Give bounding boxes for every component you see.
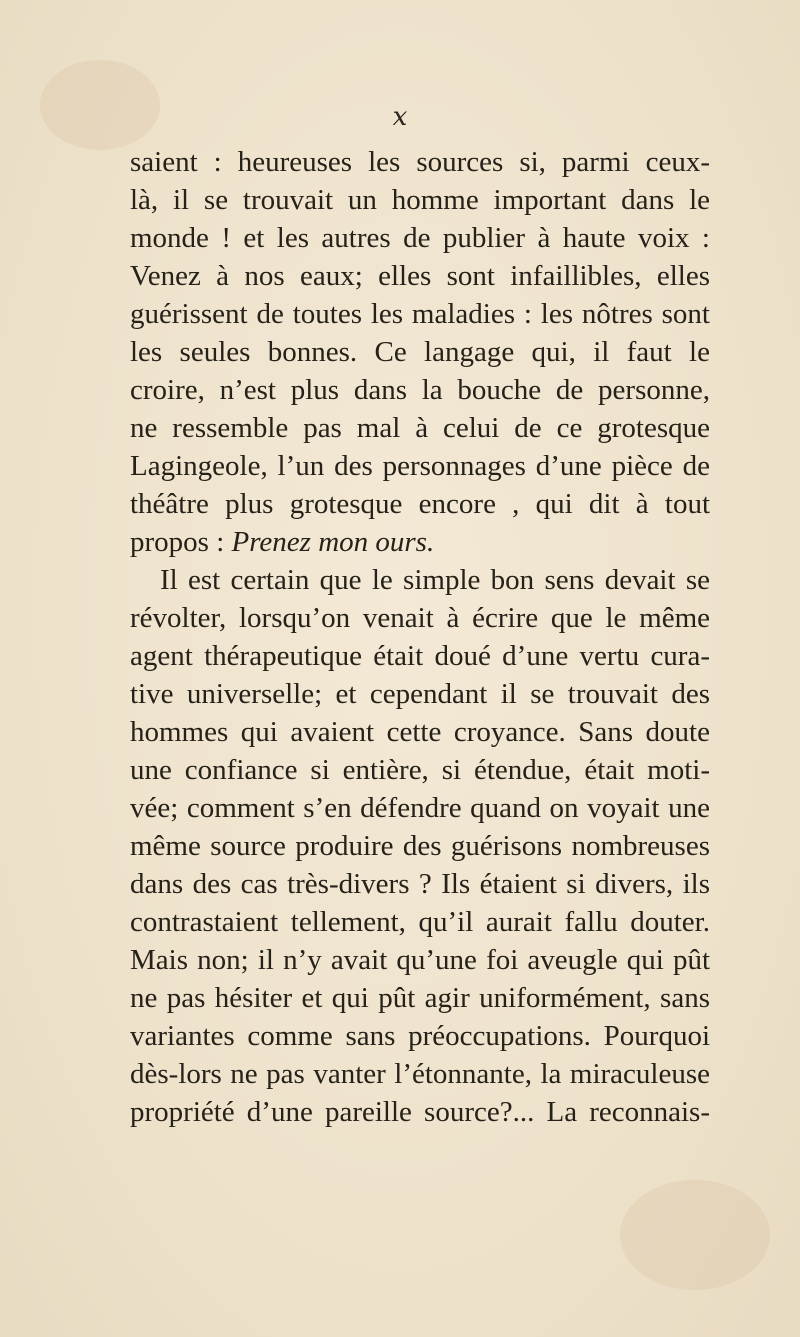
text-line: Lagingeole, l’un des personnages d’une pièce de (130, 450, 710, 482)
text-line: révolter, lorsqu’on venait à écrire que le même (130, 602, 710, 634)
paper-stain (620, 1180, 770, 1290)
text-line: croire, n’est plus dans la bouche de personne, (130, 374, 710, 406)
text-line: saient : heureuses les sources si, parmi ceux- (130, 146, 710, 178)
text-line: théâtre plus grotesque encore , qui dit à tout (130, 488, 710, 520)
paragraph-start-line: Il est certain que le simple bon sens devait se (160, 564, 710, 596)
page-number: x (392, 102, 408, 132)
text-line: hommes qui avaient cette croyance. Sans doute (130, 716, 710, 748)
text-line: Venez à nos eaux; elles sont infaillibles, elles (130, 260, 710, 292)
text-line: là, il se trouvait un homme important dans le (130, 184, 710, 216)
text-line: tive universelle; et cependant il se trouvait des (130, 678, 710, 710)
text-line: même source produire des guérisons nombreuses (130, 830, 710, 862)
text-line: guérissent de toutes les maladies : les nôtres sont (130, 298, 710, 330)
body-text (130, 143, 710, 1131)
text-line: dans des cas très-divers ? Ils étaient si divers, ils (130, 868, 710, 900)
text-line: ne ressemble pas mal à celui de ce grotesque (130, 412, 710, 444)
text-line: variantes comme sans préoccupations. Pourquoi (130, 1020, 710, 1052)
text-line: agent thérapeutique était doué d’une vertu cura- (130, 640, 710, 672)
text-line: vée; comment s’en défendre quand on voyait une (130, 792, 710, 824)
text-line: monde ! et les autres de publier à haute voix : (130, 222, 710, 254)
italic-quote: Prenez mon ours. (231, 526, 435, 558)
text-line: contrastaient tellement, qu’il aurait fallu douter. (130, 906, 710, 938)
text-line: ne pas hésiter et qui pût agir uniformément, sans (130, 982, 710, 1014)
text-line: Mais non; il n’y avait qu’une foi aveugle qui pût (130, 944, 710, 976)
text-line: une confiance si entière, si étendue, était moti- (130, 754, 710, 786)
text-line: les seules bonnes. Ce langage qui, il faut le (130, 336, 710, 368)
line-roman-text: propos : (130, 526, 232, 558)
text-line (130, 523, 710, 561)
text-line: propriété d’une pareille source?... La reconnais- (130, 1096, 710, 1128)
text-line: dès-lors ne pas vanter l’étonnante, la miraculeuse (130, 1058, 710, 1090)
